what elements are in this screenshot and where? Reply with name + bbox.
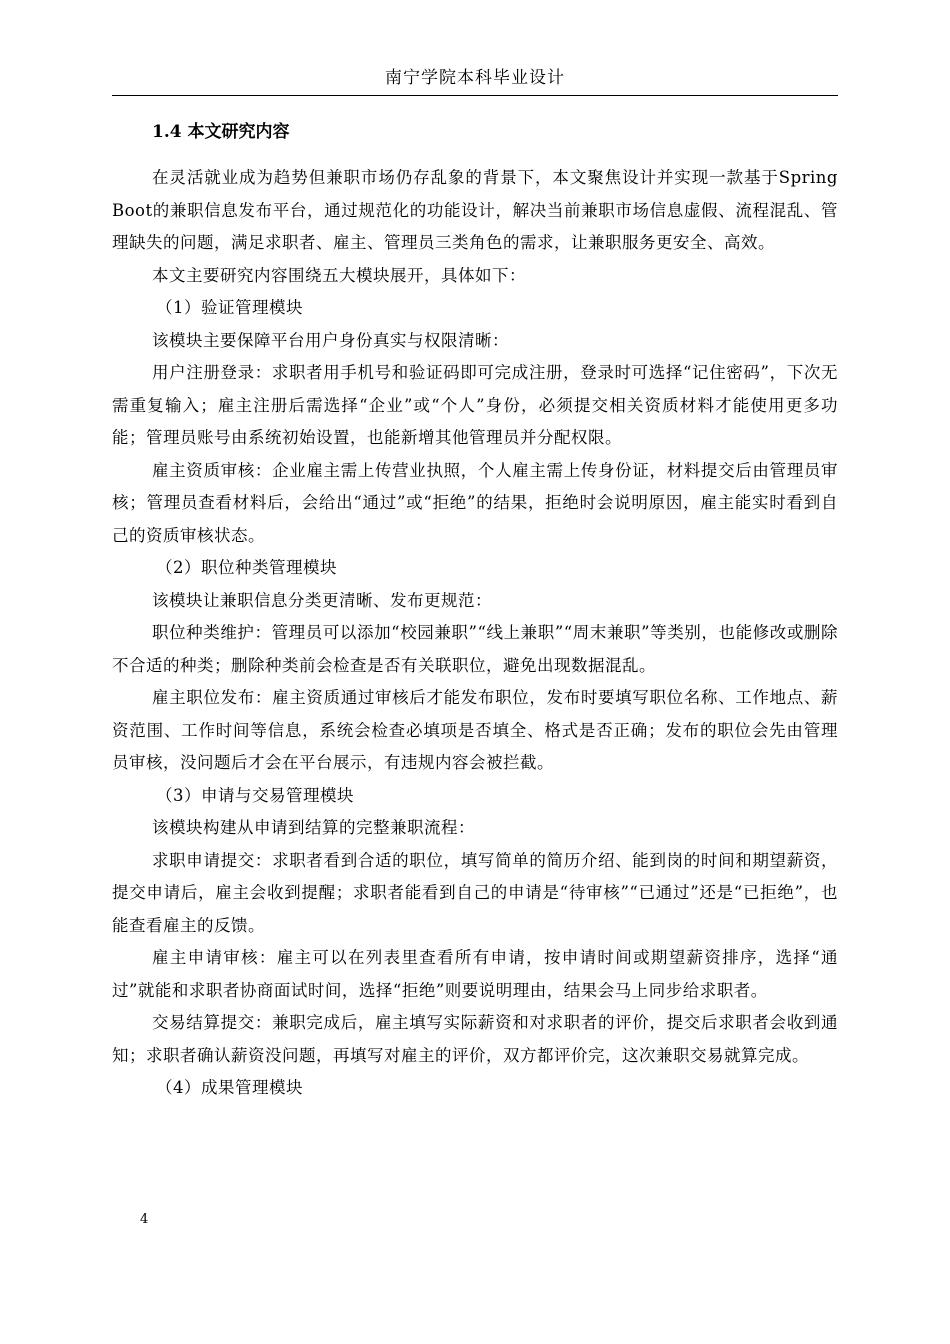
paragraph-user-registration: 用户注册登录：求职者用手机号和验证码即可完成注册，登录时可选择“记住密码”，下次无需重复输入；雇主注册后需选择“企业”或“个人”身份，必须提交相关资质材料才能使用更多功能；管理员账号由系统初始设置，也能新增其他管理员并分配权限。	[112, 363, 838, 447]
subheading-job-category-module: （2）职位种类管理模块	[156, 558, 337, 577]
page-number: 4	[140, 1212, 149, 1227]
paragraph-application-submit: 求职申请提交：求职者看到合适的职位，填写简单的简历介绍、能到岗的时间和期望薪资，提交申请后，雇主会收到提醒；求职者能看到自己的申请是“待审核”“已通过”还是“已拒绝”，也能查看雇主的反馈。	[112, 850, 838, 935]
paragraph-category-maintenance: 职位种类维护：管理员可以添加“校园兼职”“线上兼职”“周末兼职”等类别，也能修改或删除不合适的种类；删除种类前会检查是否有关联职位，避免出现数据混乱。	[112, 623, 838, 675]
paragraph-overview: 本文主要研究内容围绕五大模块展开，具体如下：	[152, 265, 526, 285]
paragraph-job-posting: 雇主职位发布：雇主资质通过审核后才能发布职位，发布时要填写职位名称、工作地点、薪资范围、工作时间等信息，系统会检查必填项是否填全、格式是否正确；发布的职位会先由管理员审核，没问题后才会在平台展示，有违规内容会被拦截。	[112, 688, 838, 772]
subheading-results-module: （4）成果管理模块	[156, 1078, 303, 1097]
paragraph-employer-qualification: 雇主资质审核：企业雇主需上传营业执照，个人雇主需上传身份证，材料提交后由管理员审核；管理员查看材料后，会给出“通过”或“拒绝”的结果，拒绝时会说明原因，雇主能实时看到自己的资质审核状态。	[112, 460, 838, 545]
paragraph-verification-intro: 该模块主要保障平台用户身份真实与权限清晰：	[152, 330, 509, 350]
page-header	[112, 62, 838, 96]
paragraph-application-review: 雇主申请审核：雇主可以在列表里查看所有申请，按申请时间或期望薪资排序，选择“通过”就能和求职者协商面试时间，选择“拒绝”则要说明理由，结果会马上同步给求职者。	[112, 948, 838, 1000]
paragraph-application-intro: 该模块构建从申请到结算的完整兼职流程：	[152, 818, 475, 837]
paragraph-settlement: 交易结算提交：兼职完成后，雇主填写实际薪资和对求职者的评价，提交后求职者会收到通知；求职者确认薪资没问题，再填写对雇主的评价，双方都评价完，这次兼职交易就算完成。	[112, 1013, 838, 1065]
paragraph-job-category-intro: 该模块让兼职信息分类更清晰、发布更规范：	[152, 590, 492, 610]
subheading-application-module: （3）申请与交易管理模块	[156, 785, 354, 805]
document-body	[112, 114, 838, 1105]
subheading-verification-module: （1）验证管理模块	[156, 298, 303, 317]
paragraph-background: 在灵活就业成为趋势但兼职市场仍存乱象的背景下，本文聚焦设计并实现一款基于Spring Boot的兼职信息发布平台，通过规范化的功能设计，解决当前兼职市场信息虚假、流程混乱、管理缺失的问题，满足求职者、雇主、管理员三类角色的需求，让兼职服务更安全、高效。	[112, 168, 838, 252]
header-title: 南宁学院本科毕业设计	[385, 68, 565, 88]
section-heading: 1.4 本文研究内容	[152, 122, 290, 142]
